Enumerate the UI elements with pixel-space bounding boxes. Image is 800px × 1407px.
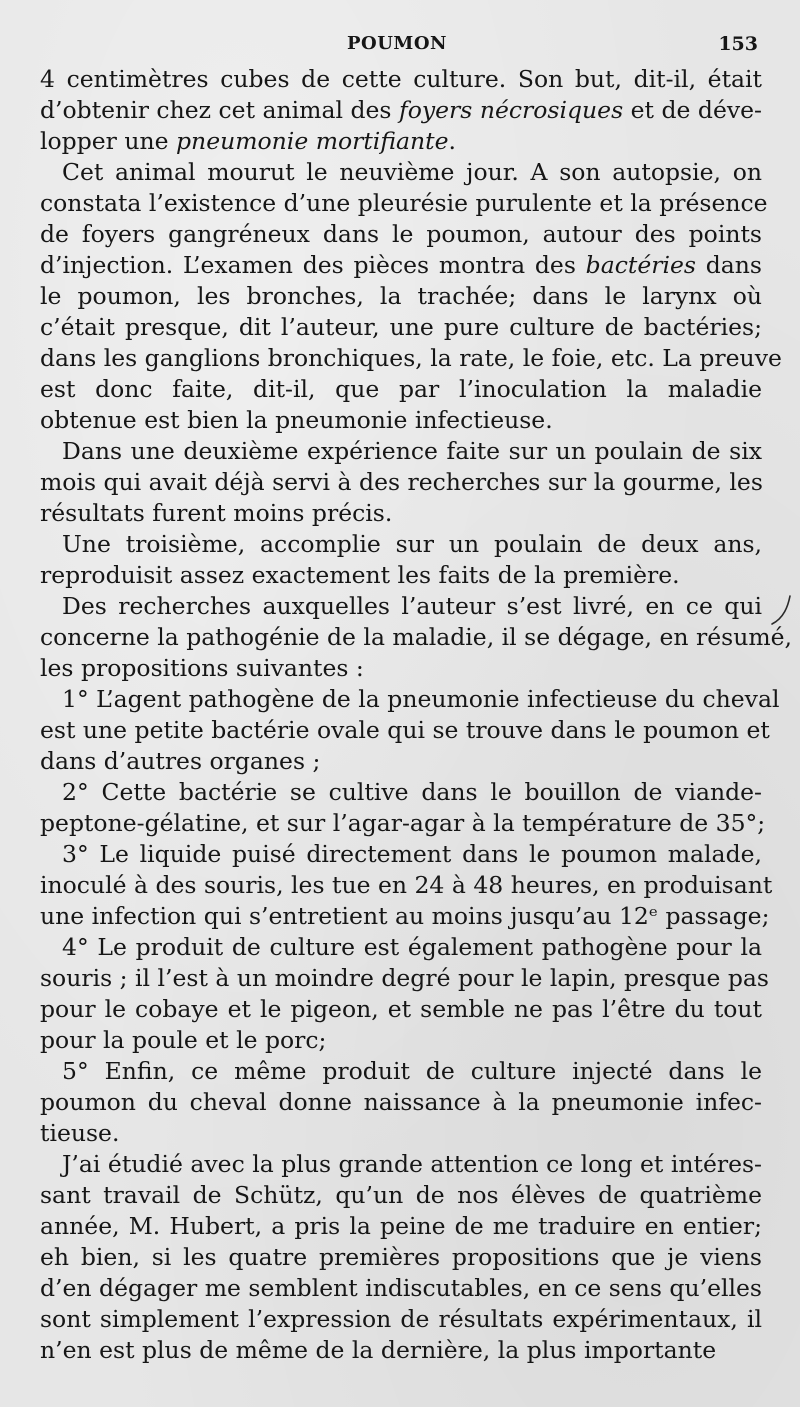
text-line: dans d’autres organes ; — [40, 747, 321, 775]
text-line: 4 centimètres cubes de cette culture. Son but, dit-il, était — [40, 65, 762, 93]
paragraph — [40, 436, 762, 529]
text-line: résultats furent moins précis. — [40, 499, 393, 527]
italic-term: bactéries — [585, 251, 696, 279]
text-line: de foyers gangréneux dans le poumon, autour des points — [40, 220, 762, 248]
text-line: inoculé à des souris, les tue en 24 à 48 heures, en produisant — [40, 871, 773, 899]
body-text — [40, 64, 792, 1366]
text-line: constata l’existence d’une pleurésie purulente et la présence — [40, 189, 768, 217]
text-line: concerne la pathogénie de la maladie, il se dégage, en résumé, — [40, 623, 792, 651]
text-line: Dans une deuxième expérience faite sur un poulain de six — [62, 437, 762, 465]
text-line: lopper une pneumonie mortifiante. — [40, 127, 456, 155]
text-line: J’ai étudié avec la plus grande attention ce long et intéres- — [62, 1150, 762, 1178]
paragraph — [40, 591, 792, 684]
paragraph — [40, 777, 766, 839]
text-line: d’injection. L’examen des pièces montra des bactéries dans — [40, 251, 762, 279]
text-line: 4° Le produit de culture est également pathogène pour la — [62, 933, 762, 961]
italic-term: pneumonie mortifiante — [176, 127, 449, 155]
text-line: mois qui avait déjà servi à des recherches sur la gourme, les — [40, 468, 763, 496]
margin-pencil-mark — [768, 592, 794, 632]
text-line: les propositions suivantes : — [40, 654, 364, 682]
text-line: Une troisième, accomplie sur un poulain de deux ans, — [62, 530, 762, 558]
text-line: 3° Le liquide puisé directement dans le poumon malade, — [62, 840, 762, 868]
text-line: tieuse. — [40, 1119, 120, 1147]
paragraph — [40, 1149, 762, 1366]
paragraph — [40, 1056, 762, 1149]
text-line: pour le cobaye et le pigeon, et semble ne pas l’être du tout — [40, 995, 762, 1023]
text-line: est une petite bactérie ovale qui se trouve dans le poumon et — [40, 716, 770, 744]
text-line: d’obtenir chez cet animal des foyers nécrosiques et de déve- — [40, 96, 762, 124]
text-line: 1° L’agent pathogène de la pneumonie infectieuse du cheval — [62, 685, 780, 713]
text-line: poumon du cheval donne naissance à la pneumonie infec- — [40, 1088, 762, 1116]
paragraph — [40, 839, 773, 932]
text-line: peptone-gélatine, et sur l’agar-agar à la température de 35°; — [40, 809, 766, 837]
text-line: c’était presque, dit l’auteur, une pure culture de bactéries; — [40, 313, 762, 341]
text-line: sant travail de Schütz, qu’un de nos élèves de quatrième — [40, 1181, 762, 1209]
paragraph — [40, 529, 762, 591]
text-line: eh bien, si les quatre premières propositions que je viens — [40, 1243, 762, 1271]
text-line: 5° Enfin, ce même produit de culture injecté dans le — [62, 1057, 762, 1085]
text-line: reproduisit assez exactement les faits de la première. — [40, 561, 680, 589]
italic-term: foyers nécrosiques — [399, 96, 624, 124]
text-line: est donc faite, dit-il, que par l’inoculation la maladie — [40, 375, 762, 403]
text-line: 2° Cette bactérie se cultive dans le bouillon de viande- — [62, 778, 762, 806]
text-line: année, M. Hubert, a pris la peine de me traduire en entier; — [40, 1212, 762, 1240]
page-number: 153 — [718, 33, 758, 55]
paragraph — [40, 157, 782, 436]
text-line: obtenue est bien la pneumonie infectieuse. — [40, 406, 553, 434]
text-line: dans les ganglions bronchiques, la rate, le foie, etc. La preuve — [40, 344, 782, 372]
text-line: souris ; il l’est à un moindre degré pour le lapin, presque pas — [40, 964, 769, 992]
paragraph — [40, 64, 762, 157]
text-line: sont simplement l’expression de résultats expérimentaux, il — [40, 1305, 762, 1333]
text-line: d’en dégager me semblent indiscutables, en ce sens qu’elles — [40, 1274, 762, 1302]
running-title: POUMON — [347, 33, 447, 54]
text-line: une infection qui s’entretient au moins jusqu’au 12ᵉ passage; — [40, 902, 770, 930]
paragraph — [40, 932, 769, 1056]
running-head — [0, 30, 800, 60]
paragraph — [40, 684, 780, 777]
text-line: n’en est plus de même de la dernière, la plus importante — [40, 1336, 717, 1364]
text-line: le poumon, les bronches, la trachée; dans le larynx où — [40, 282, 762, 310]
text-line: pour la poule et le porc; — [40, 1026, 327, 1054]
text-line: Des recherches auxquelles l’auteur s’est livré, en ce qui — [62, 592, 762, 620]
text-line: Cet animal mourut le neuvième jour. A son autopsie, on — [62, 158, 762, 186]
